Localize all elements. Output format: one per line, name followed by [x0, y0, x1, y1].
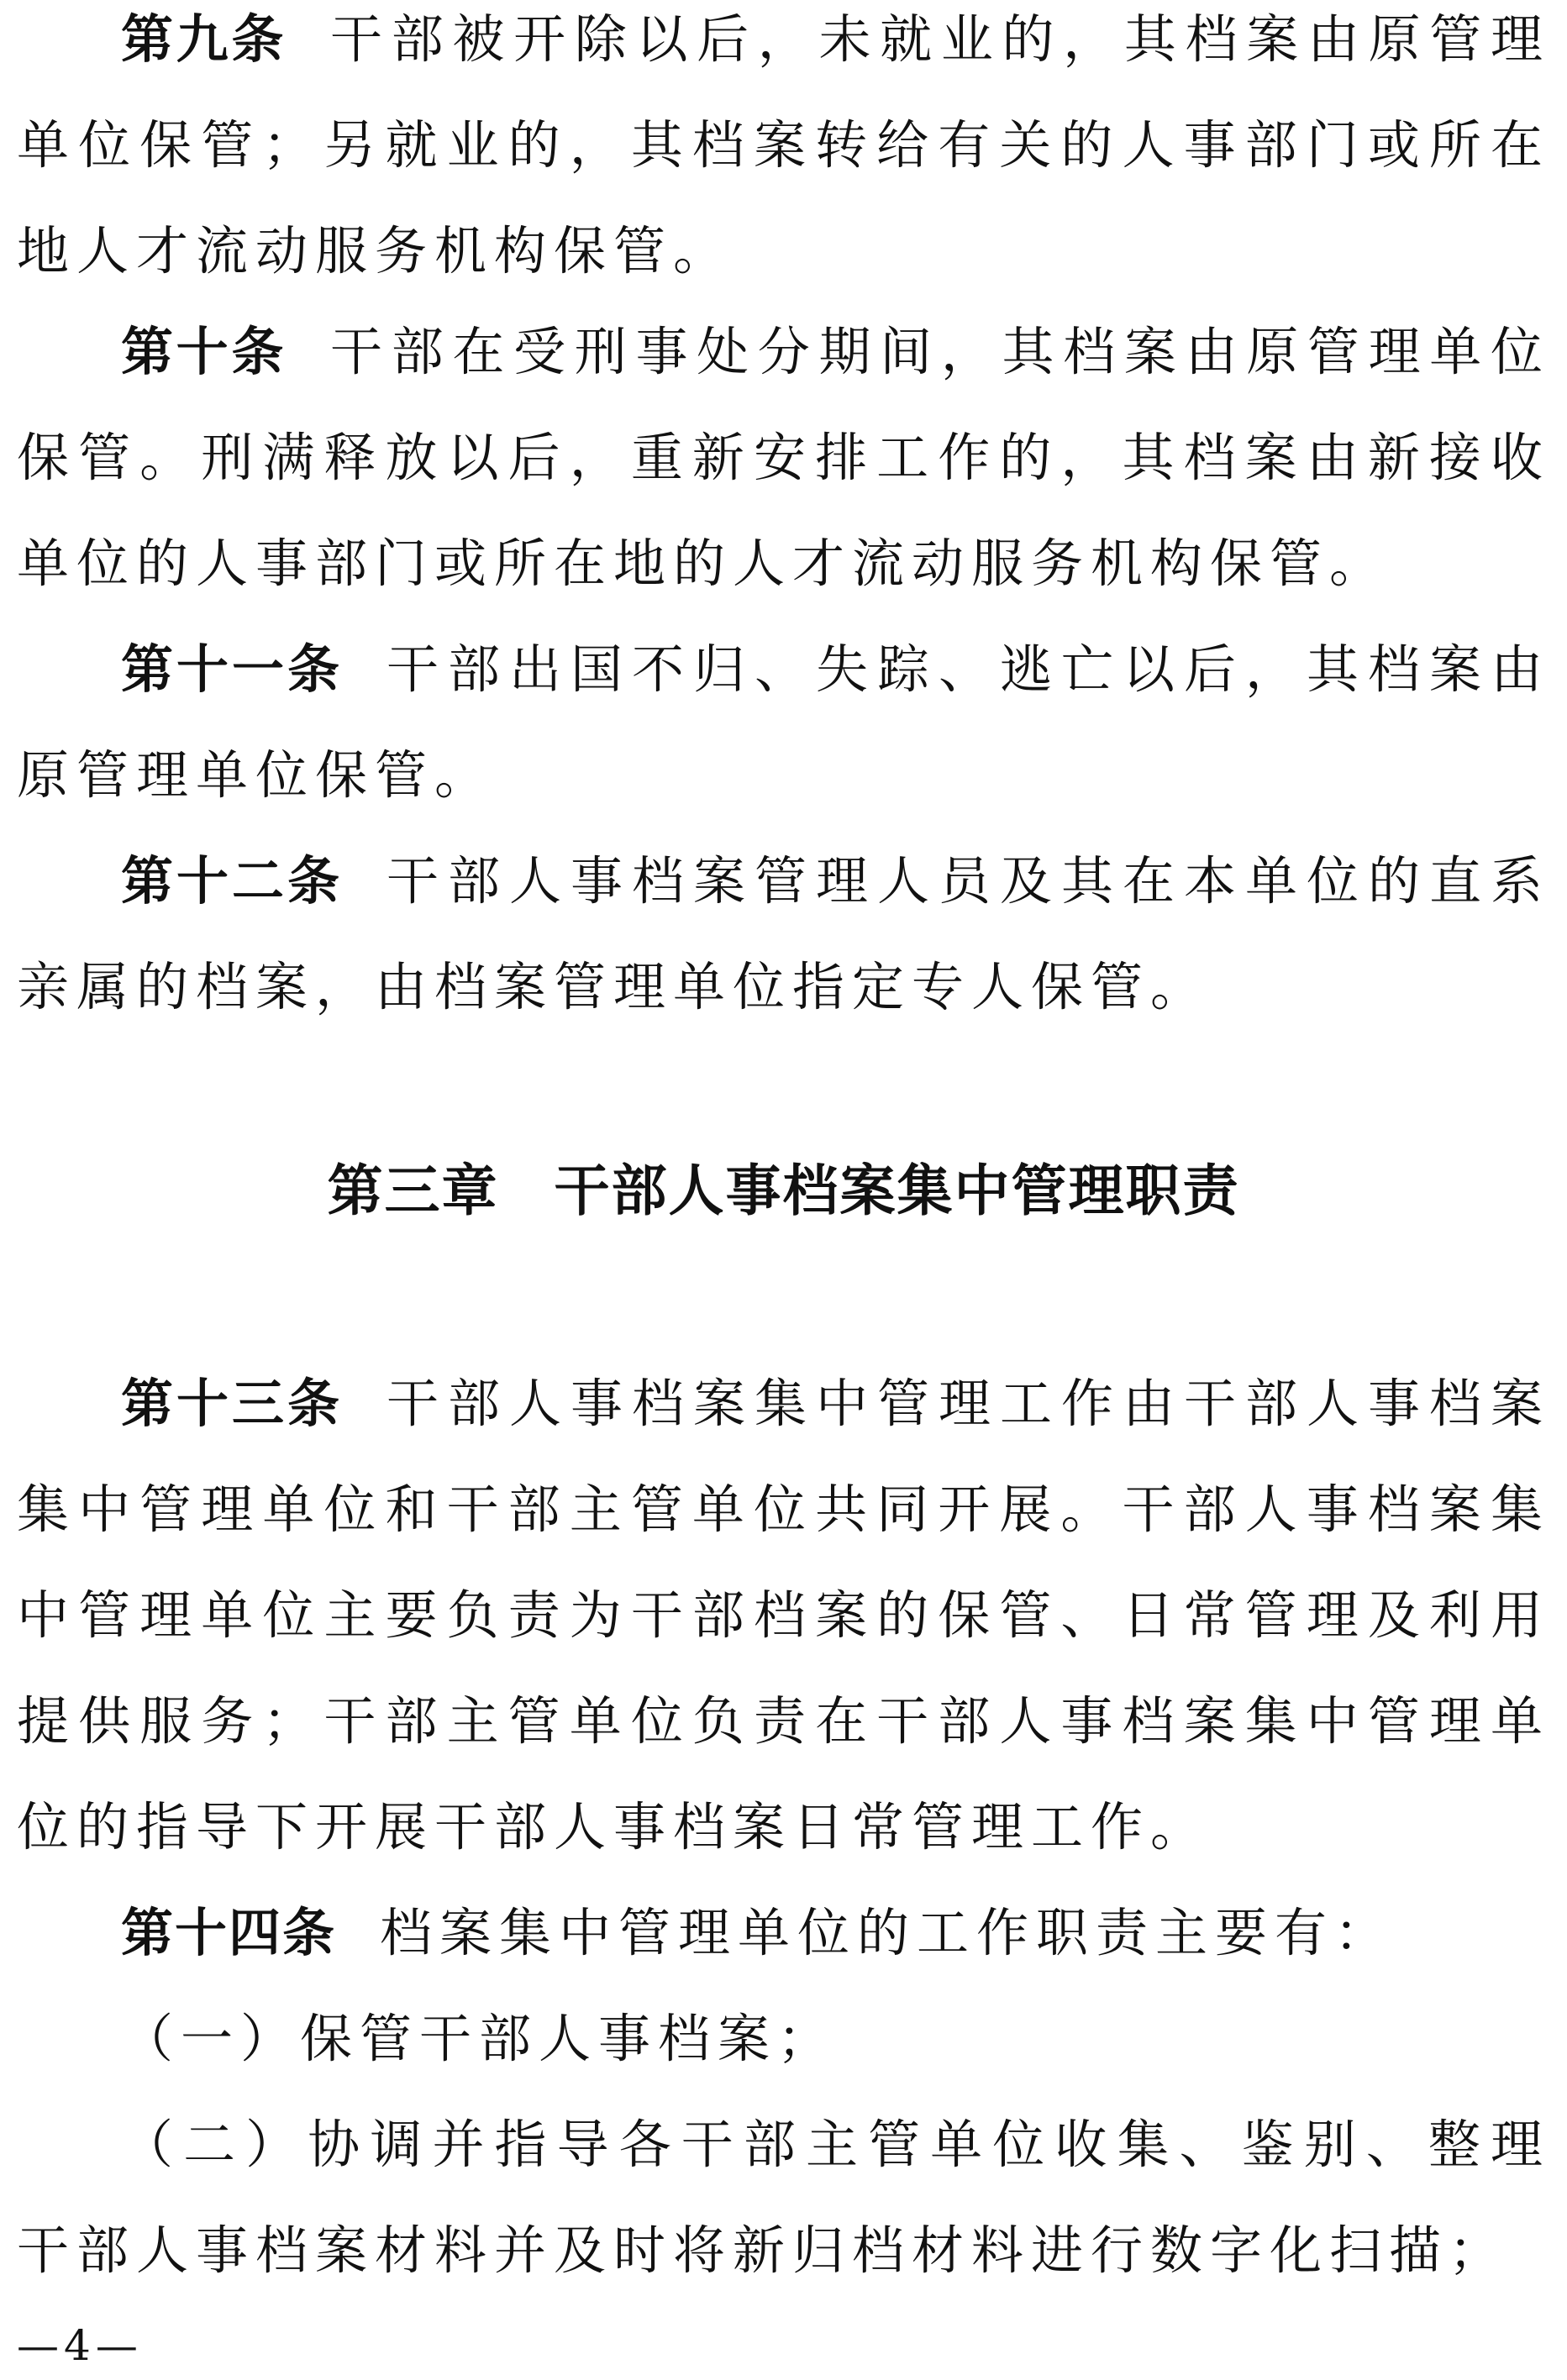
article-text: 档案集中管理单位的工作职责主要有： — [380, 1902, 1395, 1963]
list-item-text: （一）保管干部人事档案； — [121, 2008, 838, 2069]
article-number: 第十二条 — [121, 850, 343, 912]
article-9 — [17, 0, 1550, 304]
article-number: 第十一条 — [121, 638, 343, 700]
article-text: 干部人事档案管理人员及其在本单位的直系亲属的档案，由档案管理单位指定专人保管。 — [17, 850, 1550, 1017]
page-number: 4 — [64, 2321, 91, 2370]
article-13 — [17, 1351, 1550, 1880]
list-item-text: （二）协调并指导各干部主管单位收集、鉴别、整理干部人事档案材料并及时将新归档材料进行数字化扫描； — [17, 2114, 1550, 2281]
article-text: 干部出国不归、失踪、逃亡以后，其档案由原管理单位保管。 — [17, 638, 1550, 806]
chapter-title: 干部人事档案集中管理职责 — [554, 1158, 1240, 1223]
chapter-heading — [17, 1149, 1550, 1233]
article-text: 干部在受刑事处分期间，其档案由原管理单位保管。刑满释放以后，重新安排工作的，其档案由新接收单位的人事部门或所在地的人才流动服务机构保管。 — [17, 321, 1550, 594]
chapter-number: 第三章 — [327, 1158, 499, 1223]
article-11 — [17, 617, 1550, 828]
article-10 — [17, 299, 1550, 617]
article-14 — [17, 1880, 1550, 1986]
footer-dash-left: — — [17, 2321, 59, 2370]
list-item — [17, 2092, 1550, 2304]
list-item — [17, 1986, 1550, 2092]
article-number: 第十四条 — [121, 1902, 337, 1963]
article-text: 干部被开除以后，未就业的，其档案由原管理单位保管；另就业的，其档案转给有关的人事部门或所在地人才流动服务机构保管。 — [17, 8, 1550, 281]
article-number: 第九条 — [121, 8, 287, 70]
article-number: 第十三条 — [121, 1373, 343, 1434]
article-text: 干部人事档案集中管理工作由干部人事档案集中管理单位和干部主管单位共同开展。干部人事档案集中管理单位主要负责为干部档案的保管、日常管理及利用提供服务；干部主管单位负责在干部人事档案集中管理单位的指导下开展干部人事档案日常管理工作。 — [17, 1373, 1550, 1857]
article-number: 第十条 — [121, 321, 287, 382]
footer-dash-right: — — [95, 2321, 138, 2370]
page-footer — [17, 2320, 138, 2371]
article-12 — [17, 828, 1550, 1040]
